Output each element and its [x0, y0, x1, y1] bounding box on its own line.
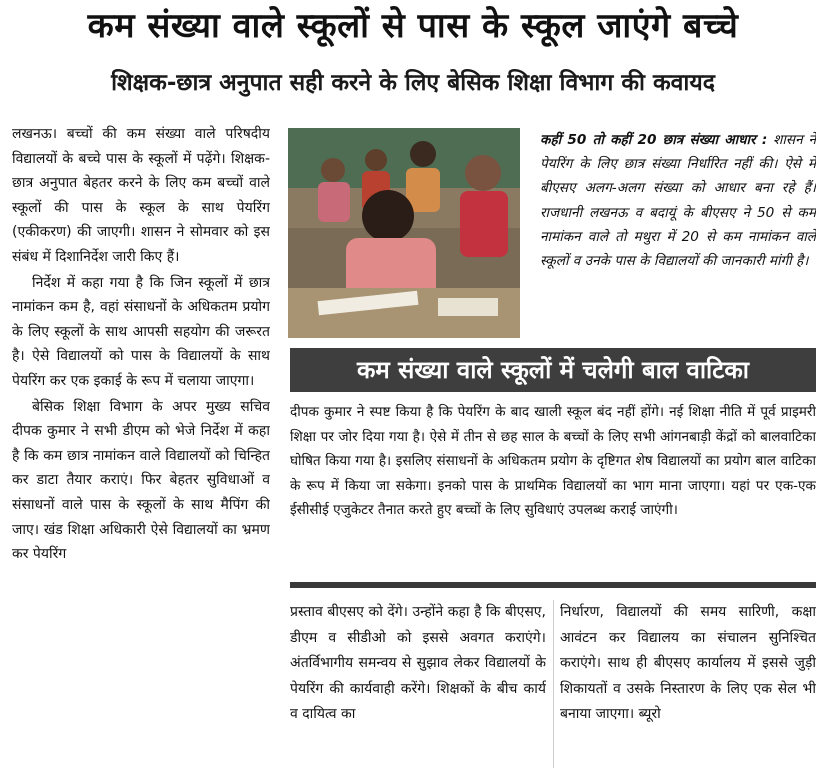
section-divider — [290, 582, 816, 588]
left-paragraph-2: निर्देश में कहा गया है कि जिन स्कूलों में छात्र नामांकन कम है, वहां संसाधनों के अधिकतम प्रयोग के लिए स्कूलों के साथ आपसी सहयोग की जरूरत है। ऐसे विद्यालयों को पास के विद्यालयों के साथ पेयरिंग कर एक इकाई के रूप में चलाया जाएगा। — [12, 274, 270, 389]
headline: कम संख्या वाले स्कूलों से पास के स्कूल जाएंगे बच्चे — [87, 6, 739, 46]
middle-column — [290, 600, 546, 772]
right-column — [560, 600, 816, 772]
info-box-label: कहीं 50 तो कहीं 20 छात्र संख्या आधार : — [540, 132, 768, 148]
left-column — [12, 122, 270, 772]
right-paragraph: निर्धारण, विद्यालयों की समय सारिणी, कक्षा आवंटन कर विद्यालय का संचालन सुनिश्चित कराएंगे। साथ ही बीएसए कार्यालय में इससे जुड़ी शिकायतों व उसके निस्तारण के लिए एक सेल भी बनाया जाएगा। ब्यूरो — [560, 604, 816, 723]
middle-paragraph: प्रस्ताव बीएसए को देंगे। उन्होंने कहा है कि बीएसए, डीएम व सीडीओ को इससे अवगत कराएंगे। अंतर्विभागीय समन्वय से सुझाव लेकर विद्यालयों के पेयरिंग की कार्यवाही करेंगे। शिक्षकों के बीच कार्य व दायित्व का — [290, 604, 546, 723]
subheading-banner: कम संख्या वाले स्कूलों में चलेगी बाल वाटिका — [290, 348, 816, 392]
banner-section-text — [290, 400, 816, 572]
left-paragraph-1: लखनऊ। बच्चों की कम संख्या वाले परिषदीय विद्यालयों के बच्चे पास के स्कूलों में पढ़ेंगे। शिक्षक-छात्र अनुपात बेहतर करने के लिए कम बच्चों वाले स्कूलों की पास के स्कूल के साथ पेयरिंग (एकीकरण) की जाएगी। शासन ने सोमवार को इस संबंध में दिशानिर्देश जारी किए हैं। — [12, 126, 270, 265]
classroom-photo — [288, 128, 520, 338]
info-box-text: शासन ने पेयरिंग के लिए छात्र संख्या निर्धारित नहीं की। ऐसे में बीएसए अलग-अलग संख्या को आधार बना रहे हैं। राजधानी लखनऊ व बदायूं के बीएसए ने 50 से कम नामांकन वाले तो मथुरा में 20 से कम नामांकन वाले स्कूलों व उनके पास के विद्यालयों की जानकारी मांगी है। — [540, 132, 816, 270]
column-rule — [553, 600, 554, 768]
banner-paragraph: दीपक कुमार ने स्पष्ट किया है कि पेयरिंग के बाद खाली स्कूल बंद नहीं होंगे। नई शिक्षा नीति में पूर्व प्राइमरी शिक्षा पर जोर दिया गया है। ऐसे में तीन से छह साल के बच्चों के लिए सभी आंगनबाड़ी केंद्रों को बालवाटिका घोषित किया गया है। इसलिए संसाधनों के अधिकतम प्रयोग के दृष्टिगत शेष विद्यालयों का प्रयोग बाल वाटिका के रूप में किया जा सकेगा। इनको पास के प्राथमिक विद्यालयों का भाग माना जाएगा। यहां पर एक-एक ईसीसीई एजुकेटर तैनात करते हुए बच्चों के लिए सुविधाएं उपलब्ध कराई जाएंगी। — [290, 404, 816, 519]
subheadline: शिक्षक-छात्र अनुपात सही करने के लिए बेसिक शिक्षा विभाग की कवायद — [111, 70, 715, 96]
info-box — [540, 128, 816, 340]
left-paragraph-3: बेसिक शिक्षा विभाग के अपर मुख्य सचिव दीपक कुमार ने सभी डीएम को भेजे निर्देश में कहा है कि कम छात्र नामांकन वाले विद्यालयों को चिन्हित कर डाटा तैयार कराएं। फिर बेहतर सुविधाओं व संसाधनों वाले पास के स्कूलों के साथ मैपिंग की जाए। खंड शिक्षा अधिकारी ऐसे विद्यालयों का भ्रमण कर पेयरिंग — [12, 398, 270, 563]
